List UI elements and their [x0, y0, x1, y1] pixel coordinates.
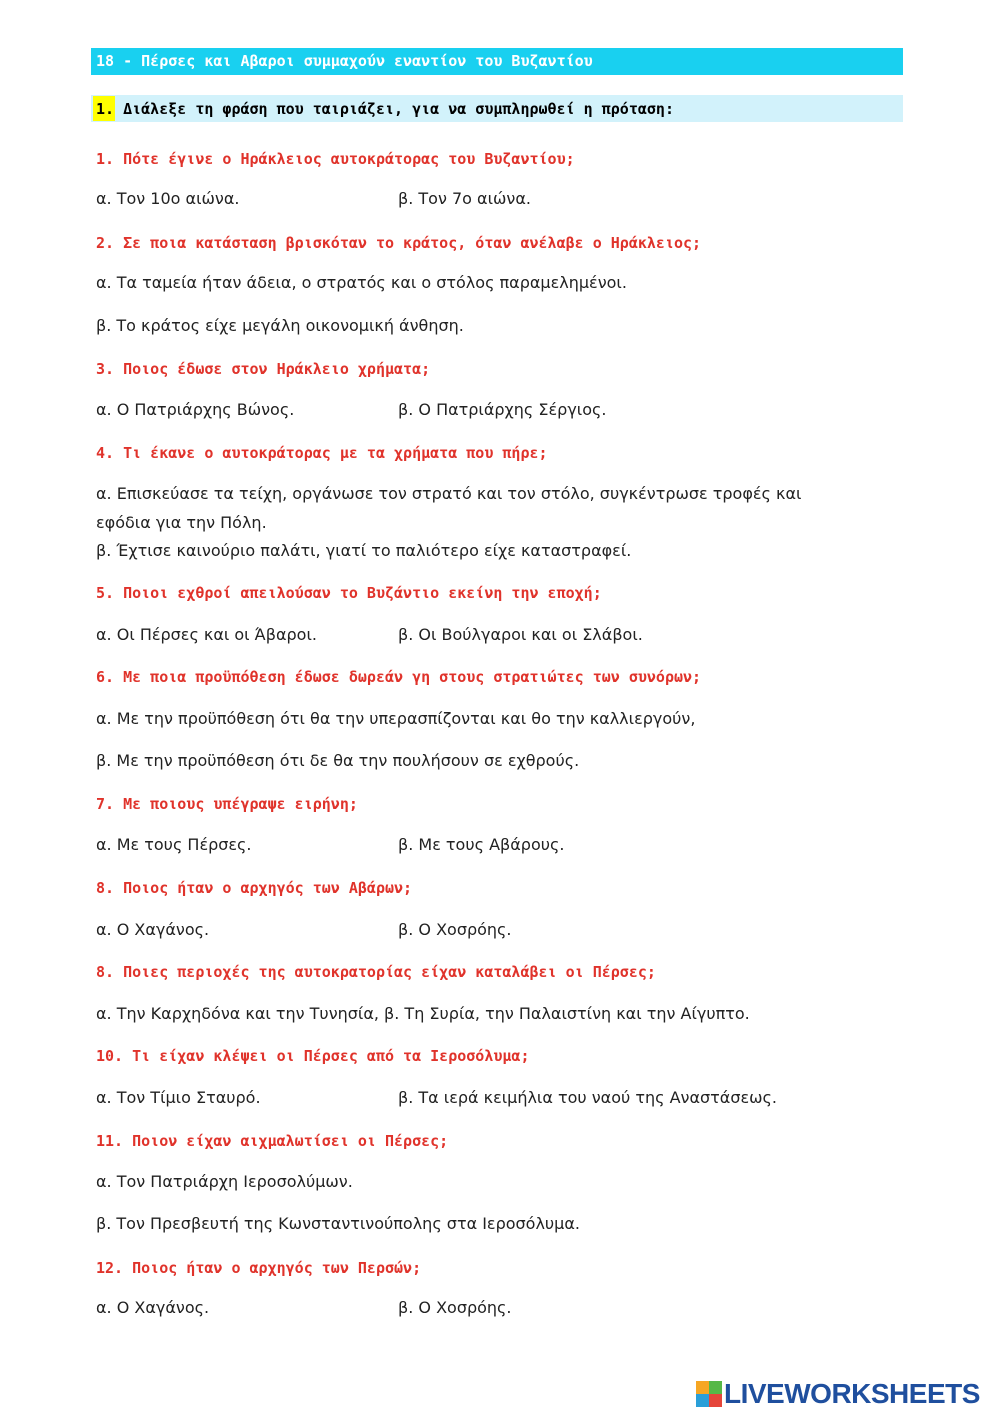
question-1: 1. Πότε έγινε ο Ηράκλειος αυτοκράτορας του Βυζαντίου; [96, 150, 575, 168]
question-11: 11. Ποιον είχαν αιχμαλωτίσει οι Πέρσες; [96, 1132, 449, 1150]
option-b[interactable]: β. Οι Βούλγαροι και οι Σλάβοι. [398, 625, 643, 644]
question-8: 8. Ποιος ήταν ο αρχηγός των Αβάρων; [96, 879, 413, 897]
option-b[interactable]: β. Με τους Αβάρους. [398, 835, 565, 854]
option-b[interactable]: β. Τον Πρεσβευτή της Κωνσταντινούπολης στα Ιεροσόλυμα. [96, 1214, 580, 1233]
question-2: 2. Σε ποια κατάσταση βρισκόταν το κράτος, όταν ανέλαβε ο Ηράκλειος; [96, 234, 702, 252]
option-a[interactable]: α. Τον Πατριάρχη Ιεροσολύμων. [96, 1172, 353, 1191]
logo-squares-icon [696, 1381, 722, 1407]
option-b[interactable]: β. Ο Χοσρόης. [398, 1298, 512, 1317]
option-a-and-b[interactable]: α. Την Καρχηδόνα και την Τυνησία, β. Τη Συρία, την Παλαιστίνη και την Αίγυπτο. [96, 1004, 750, 1023]
option-b[interactable]: β. Το κράτος είχε μεγάλη οικονομική άνθηση. [96, 316, 464, 335]
question-7: 7. Με ποιους υπέγραψε ειρήνη; [96, 795, 358, 813]
question-12: 12. Ποιος ήταν ο αρχηγός των Περσών; [96, 1259, 422, 1277]
liveworksheets-logo [696, 1380, 980, 1408]
option-b[interactable]: β. Με την προϋπόθεση ότι δε θα την πουλήσουν σε εχθρούς. [96, 751, 580, 770]
option-b[interactable]: β. Ο Πατριάρχης Σέργιος. [398, 400, 607, 419]
option-a[interactable]: α. Ο Χαγάνος. [96, 920, 210, 939]
option-b[interactable]: β. Έχτισε καινούριο παλάτι, γιατί το παλιότερο είχε καταστραφεί. [96, 541, 632, 560]
question-6: 6. Με ποια προϋπόθεση έδωσε δωρεάν γη στους στρατιώτες των συνόρων; [96, 668, 702, 686]
question-3: 3. Ποιος έδωσε στον Ηράκλειο χρήματα; [96, 360, 431, 378]
worksheet-title: 18 - Πέρσες και Αβαροι συμμαχούν εναντίον του Βυζαντίου [96, 52, 593, 70]
question-4: 4. Τι έκανε ο αυτοκράτορας με τα χρήματα που πήρε; [96, 444, 548, 462]
option-a[interactable]: α. Οι Πέρσες και οι Άβαροι. [96, 625, 317, 644]
instruction-number: 1. [96, 100, 115, 118]
logo-text: LIVEWORKSHEETS [724, 1378, 980, 1409]
option-a[interactable]: α. Ο Πατριάρχης Βώνος. [96, 400, 295, 419]
instruction-text: Διάλεξε τη φράση που ταιριάζει, για να συμπληρωθεί η πρόταση: [123, 100, 674, 118]
option-a[interactable]: α. Με τους Πέρσες. [96, 835, 252, 854]
option-a[interactable]: α. Με την προϋπόθεση ότι θα την υπερασπίζονται και θο την καλλιεργούν, [96, 709, 696, 728]
option-a[interactable]: α. Επισκεύασε τα τείχη, οργάνωσε τον στρατό και τον στόλο, συγκέντρωσε τροφές και [96, 484, 802, 503]
option-a[interactable]: α. Ο Χαγάνος. [96, 1298, 210, 1317]
question-9: 8. Ποιες περιοχές της αυτοκρατορίας είχαν καταλάβει οι Πέρσες; [96, 963, 656, 981]
option-b[interactable]: β. Τα ιερά κειμήλια του ναού της Αναστάσεως. [398, 1088, 778, 1107]
question-5: 5. Ποιοι εχθροί απειλούσαν το Βυζάντιο εκείνη την εποχή; [96, 584, 602, 602]
question-10: 10. Τι είχαν κλέψει οι Πέρσες από τα Ιεροσόλυμα; [96, 1047, 530, 1065]
option-b[interactable]: β. Τον 7ο αιώνα. [398, 189, 531, 208]
option-a[interactable]: α. Τον 10ο αιώνα. [96, 189, 240, 208]
option-a[interactable]: α. Τον Τίμιο Σταυρό. [96, 1088, 261, 1107]
option-a-continued[interactable]: εφόδια για την Πόλη. [96, 513, 267, 532]
option-b[interactable]: β. Ο Χοσρόης. [398, 920, 512, 939]
instruction [96, 100, 674, 118]
option-a[interactable]: α. Τα ταμεία ήταν άδεια, ο στρατός και ο στόλος παραμελημένοι. [96, 273, 627, 292]
